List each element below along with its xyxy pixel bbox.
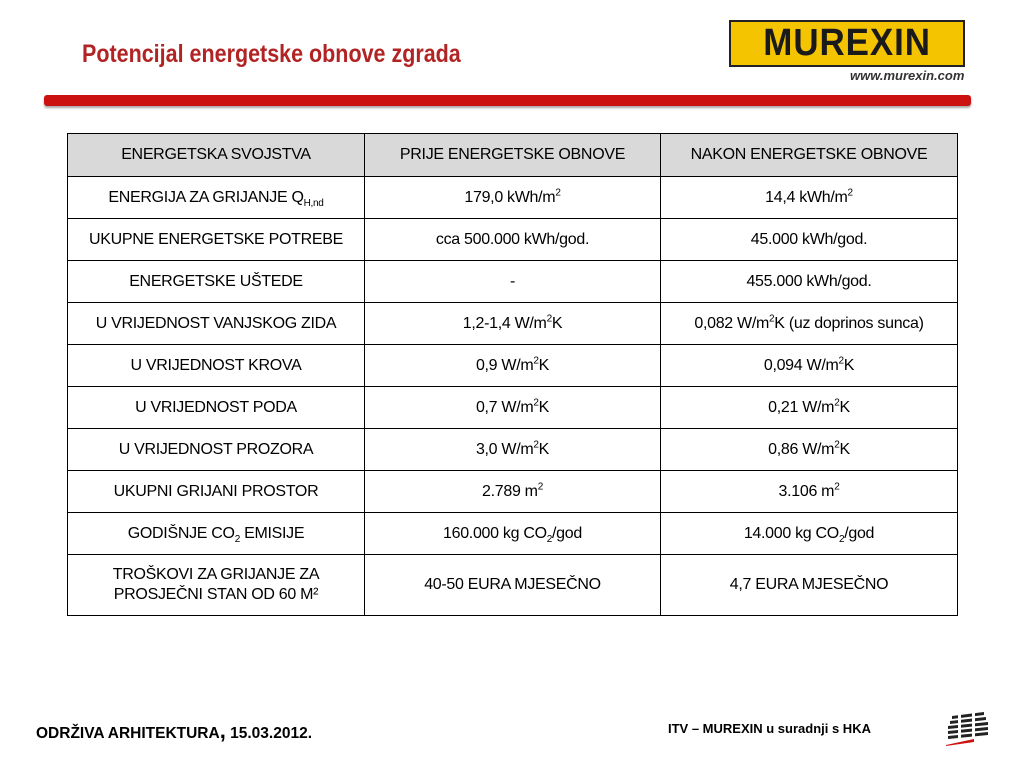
property-cell: U VRIJEDNOST PROZORA [68, 429, 365, 471]
property-cell: ENERGETSKE UŠTEDE [68, 261, 365, 303]
before-cell: 40-50 EURA MJESEČNO [365, 555, 661, 616]
table-row [68, 345, 958, 387]
before-cell: 2.789 $m^2$ [365, 471, 661, 513]
table-row [68, 219, 958, 261]
logo-text: MUREXIN [763, 22, 931, 64]
property-cell: U VRIJEDNOST VANJSKOG ZIDA [68, 303, 365, 345]
energy-table [67, 133, 958, 616]
property-cell: TROŠKOVI ZA GRIJANJE ZA PROSJEČNI STAN OD 60 M² [68, 555, 365, 616]
property-cell: ENERGIJA ZA GRIJANJE $Q_{H,nd}$ [68, 177, 365, 219]
after-cell: 455.000 kWh/god. [661, 261, 958, 303]
before-cell: 179,0 kWh/$m^2$ [365, 177, 661, 219]
column-header: NAKON ENERGETSKE OBNOVE [661, 134, 958, 177]
property-cell: U VRIJEDNOST PODA [68, 387, 365, 429]
table-row [68, 387, 958, 429]
table-row [68, 261, 958, 303]
hka-logo-icon [944, 712, 990, 746]
footer-credit: ITV – MUREXIN u suradnji s HKA [668, 721, 871, 736]
after-cell: 45.000 kWh/god. [661, 219, 958, 261]
after-cell: 0,21 $W/m^2K$ [661, 387, 958, 429]
after-cell: 3.106 $m^2$ [661, 471, 958, 513]
before-cell: 0,9 $W/m^2K$ [365, 345, 661, 387]
before-cell: 3,0 $W/m^2K$ [365, 429, 661, 471]
column-header: PRIJE ENERGETSKE OBNOVE [365, 134, 661, 177]
before-cell: 160.000 kg $CO_2$/god [365, 513, 661, 555]
footer-event-title: ODRŽIVA ARHITEKTURA [36, 725, 220, 742]
murexin-logo [729, 20, 965, 67]
header-divider [44, 95, 971, 106]
after-cell: 14.000 kg $CO_2$/god [661, 513, 958, 555]
column-header: ENERGETSKA SVOJSTVA [68, 134, 365, 177]
after-cell: 14,4 kWh/$m^2$ [661, 177, 958, 219]
before-cell: 0,7 $W/m^2K$ [365, 387, 661, 429]
before-cell: - [365, 261, 661, 303]
footer-date: 15.03.2012. [225, 725, 313, 742]
footer-comma: , [219, 718, 226, 743]
property-cell: UKUPNI GRIJANI PROSTOR [68, 471, 365, 513]
table-header-row [68, 134, 958, 177]
table-row [68, 471, 958, 513]
table-row [68, 555, 958, 616]
table-row [68, 513, 958, 555]
before-cell: cca 500.000 kWh/god. [365, 219, 661, 261]
table-row [68, 177, 958, 219]
property-cell: UKUPNE ENERGETSKE POTREBE [68, 219, 365, 261]
property-cell: U VRIJEDNOST KROVA [68, 345, 365, 387]
property-cell: GODIŠNJE $CO_2$ EMISIJE [68, 513, 365, 555]
table-row [68, 429, 958, 471]
after-cell: 0,082 $W/m^2K$ (uz doprinos sunca) [661, 303, 958, 345]
after-cell: 4,7 EURA MJESEČNO [661, 555, 958, 616]
before-cell: 1,2-1,4 $W/m^2K$ [365, 303, 661, 345]
page-title: Potencijal energetske obnove zgrada [82, 40, 461, 68]
after-cell: 0,86 $W/m^2K$ [661, 429, 958, 471]
logo-url: www.murexin.com [850, 68, 965, 83]
table-row [68, 303, 958, 345]
footer-event [36, 718, 312, 744]
after-cell: 0,094 $W/m^2K$ [661, 345, 958, 387]
